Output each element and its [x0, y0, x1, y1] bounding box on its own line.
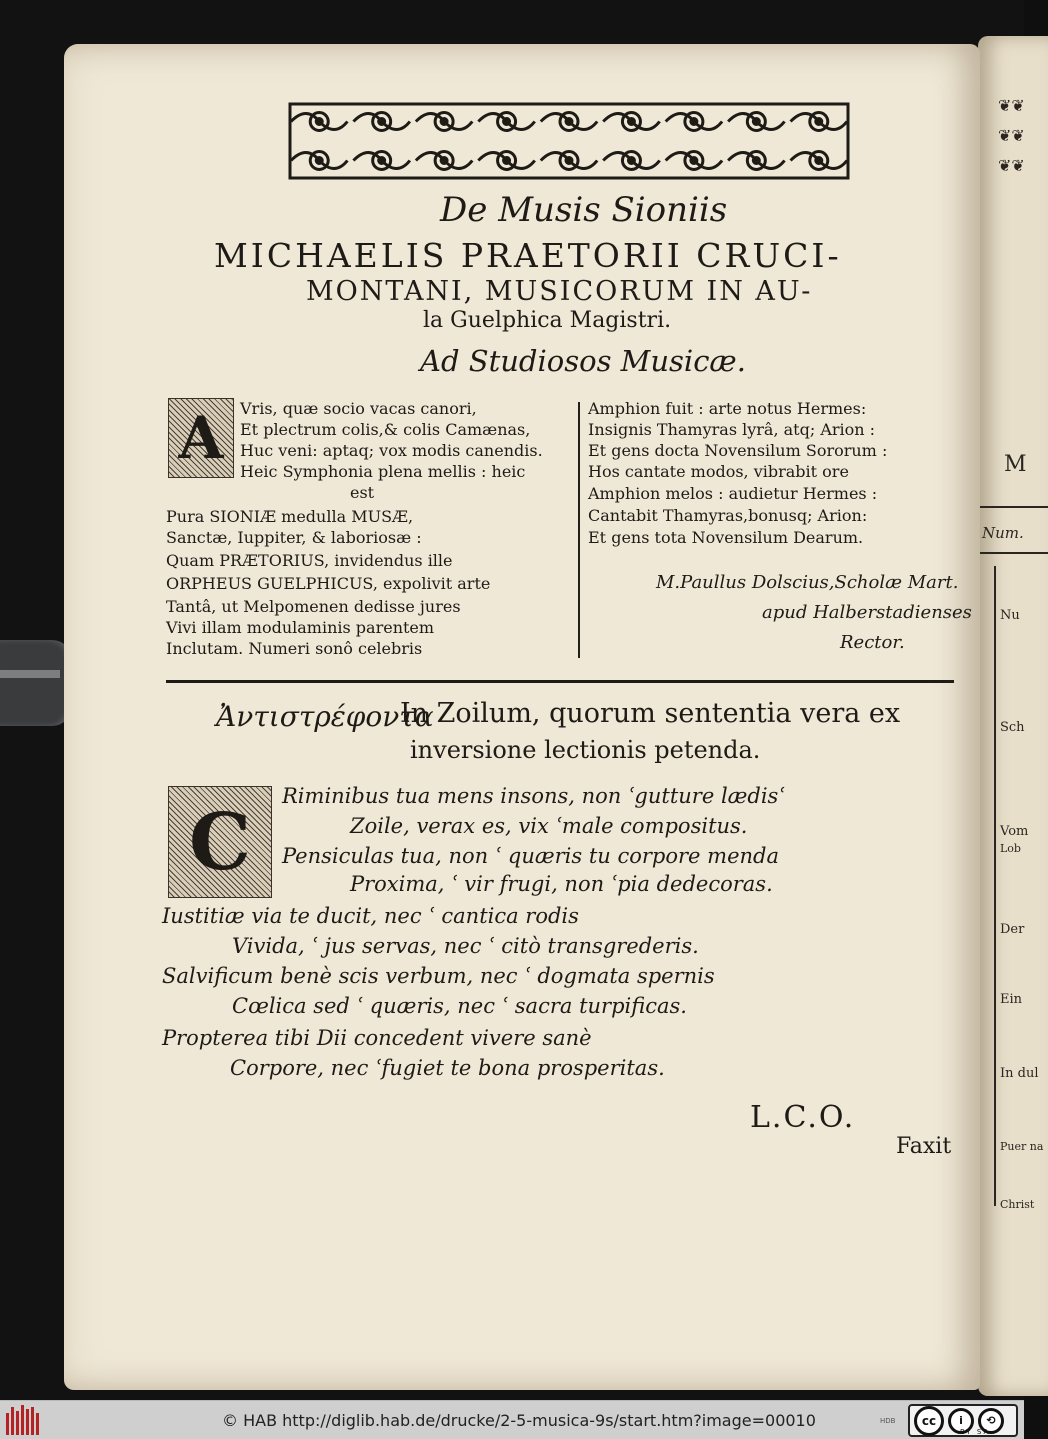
- book-clamp: [0, 640, 72, 726]
- attribution-icon: i: [948, 1408, 974, 1434]
- ornament-dot: [504, 158, 510, 164]
- poem-right-line: Et gens docta Novensilum Sororum :: [588, 441, 888, 460]
- ornament-dot: [566, 119, 572, 125]
- signature-line: M.Paullus Dolscius,Scholæ Mart.: [656, 572, 959, 593]
- next-page-fragment: In dul: [1000, 1066, 1039, 1081]
- verse-line: Riminibus tua mens insons, non ʿgutture lædisʿ: [282, 784, 785, 808]
- verse-line: Propterea tibi Dii concedent vivere sanè: [162, 1026, 592, 1050]
- next-page-fragment: Ein: [1000, 992, 1023, 1007]
- small-mark: HDB: [880, 1417, 896, 1425]
- ornament-dot: [379, 158, 385, 164]
- verse-line: Corpore, nec ʿfugiet te bona prosperitas.: [230, 1056, 665, 1080]
- title-line-1: De Musis Sioniis: [440, 190, 728, 230]
- verse-line: Cœlica sed ʿ quæris, nec ʿ sacra turpificas.: [232, 994, 687, 1018]
- next-page-fragment: M: [1004, 452, 1027, 477]
- share-alike-icon: ⟲: [978, 1408, 1004, 1434]
- verse-line: Salvificum benè scis verbum, nec ʿ dogmata spernis: [162, 964, 715, 988]
- ornament-dot: [691, 158, 697, 164]
- greek-heading: Ἀντιστρέφοντα: [216, 700, 434, 733]
- column-divider: [578, 402, 580, 658]
- hab-logo-icon[interactable]: [6, 1405, 40, 1435]
- verse-line: Vivida, ʿ jus servas, nec ʿ citò transgrederis.: [232, 934, 699, 958]
- poem-left-line: ORPHEUS GUELPHICUS, expolivit arte: [166, 574, 491, 593]
- closing-initials: L.C.O.: [750, 1100, 856, 1135]
- next-page-fragment: Lob: [1000, 842, 1021, 855]
- ornament-dot: [566, 158, 572, 164]
- title-line-4: la Guelphica Magistri.: [423, 308, 672, 333]
- cc-license-badge[interactable]: [908, 1404, 1018, 1437]
- poem-left-line: Heic Symphonia plena mellis : heic: [240, 462, 526, 481]
- poem-right-line: Insignis Thamyras lyrâ, atq; Arion :: [588, 420, 876, 439]
- ornament-dot: [316, 119, 322, 125]
- verse-line: Pensiculas tua, non ʿ quæris tu corpore menda: [282, 844, 779, 868]
- dropcap-c: C: [168, 786, 272, 898]
- ornamental-headpiece: [288, 102, 850, 180]
- ornament-dot: [816, 119, 822, 125]
- next-page-ornament: ❦❦: [998, 156, 1025, 175]
- poem-left-line: Et plectrum colis,& colis Camænas,: [240, 420, 531, 439]
- next-page-fragment: Sch: [1000, 720, 1025, 735]
- next-page-fragment: Vom: [1000, 824, 1029, 839]
- poem-left-line: Pura SIONIÆ medulla MUSÆ,: [166, 507, 414, 526]
- footer-credit: [222, 1411, 816, 1430]
- zoilus-title: In Zoilum, quorum sententia vera ex: [400, 698, 901, 729]
- poem-left-line: Sanctæ, Iuppiter, & laboriosæ :: [166, 528, 422, 547]
- ornament-dot: [316, 158, 322, 164]
- ornament-dot: [441, 119, 447, 125]
- signature-line: Rector.: [840, 632, 905, 653]
- next-page-fragment: Num.: [982, 524, 1024, 542]
- poem-right-line: Et gens tota Novensilum Dearum.: [588, 528, 864, 547]
- verse-line: Zoile, verax es, vix ʿmale compositus.: [350, 814, 748, 838]
- ornament-dot: [628, 158, 634, 164]
- next-page-ornament: ❦❦: [998, 126, 1025, 145]
- next-page-bracket: [994, 566, 996, 1206]
- poem-right-line: Cantabit Thamyras,bonusq; Arion:: [588, 506, 868, 525]
- title-line-3: MONTANI, MUSICORUM IN AU-: [306, 276, 813, 307]
- poem-right-line: Amphion fuit : arte notus Hermes:: [588, 399, 867, 418]
- next-page-ornament: ❦❦: [998, 96, 1025, 115]
- poem-left-line: Quam PRÆTORIUS, invidendus ille: [166, 551, 453, 570]
- license-label: BY SA: [960, 1428, 991, 1436]
- next-page-edge: [978, 36, 1048, 1396]
- next-page-rule: [978, 552, 1048, 554]
- poem-right-line: Amphion melos : audietur Hermes :: [588, 484, 878, 503]
- ornament-dot: [753, 119, 759, 125]
- ornament-dot: [816, 158, 822, 164]
- ornament-dot: [379, 119, 385, 125]
- source-url-link[interactable]: http://diglib.hab.de/drucke/2-5-musica-9s/start.htm?image=00010: [282, 1411, 816, 1430]
- ornament-dot: [753, 158, 759, 164]
- poem-left-line: Inclutam. Numeri sonô celebris: [166, 639, 423, 658]
- verse-line: Iustitiæ via te ducit, nec ʿ cantica rodis: [162, 904, 579, 928]
- next-page-fragment: Nu: [1000, 608, 1020, 623]
- poem-left-line: est: [350, 483, 375, 502]
- title-line-2: MICHAELIS PRAETORII CRUCI-: [214, 236, 842, 275]
- next-page-fragment: Puer na: [1000, 1140, 1044, 1153]
- viewer-footer: [0, 1400, 1024, 1439]
- copyright-text: © HAB: [222, 1411, 278, 1430]
- ornament-dot: [691, 119, 697, 125]
- catchword: Faxit: [896, 1134, 952, 1159]
- poem-right-line: Hos cantate modos, vibrabit ore: [588, 462, 849, 481]
- zoilus-subtitle: inversione lectionis petenda.: [410, 736, 761, 764]
- section-rule: [166, 680, 954, 683]
- poem-left-line: Huc veni: aptaq; vox modis canendis.: [240, 441, 543, 460]
- poem-left-line: Tantâ, ut Melpomenen dedisse jures: [166, 597, 461, 616]
- dropcap-a: A: [168, 398, 234, 478]
- ornament-dot: [628, 119, 634, 125]
- verse-line: Proxima, ʿ vir frugi, non ʿpia dedecoras.: [350, 872, 773, 896]
- ornament-dot: [441, 158, 447, 164]
- poem-left-line: Vivi illam modulaminis parentem: [166, 618, 435, 637]
- poem-left-line: Vris, quæ socio vacas canori,: [240, 399, 477, 418]
- next-page-fragment: Der: [1000, 922, 1025, 937]
- next-page-fragment: Christ: [1000, 1198, 1035, 1211]
- title-line-5: Ad Studiosos Musicæ.: [420, 344, 746, 378]
- next-page-rule: [978, 506, 1048, 508]
- creative-commons-icon: cc: [914, 1406, 944, 1436]
- signature-line: apud Halberstadienses: [762, 602, 972, 623]
- ornament-dot: [504, 119, 510, 125]
